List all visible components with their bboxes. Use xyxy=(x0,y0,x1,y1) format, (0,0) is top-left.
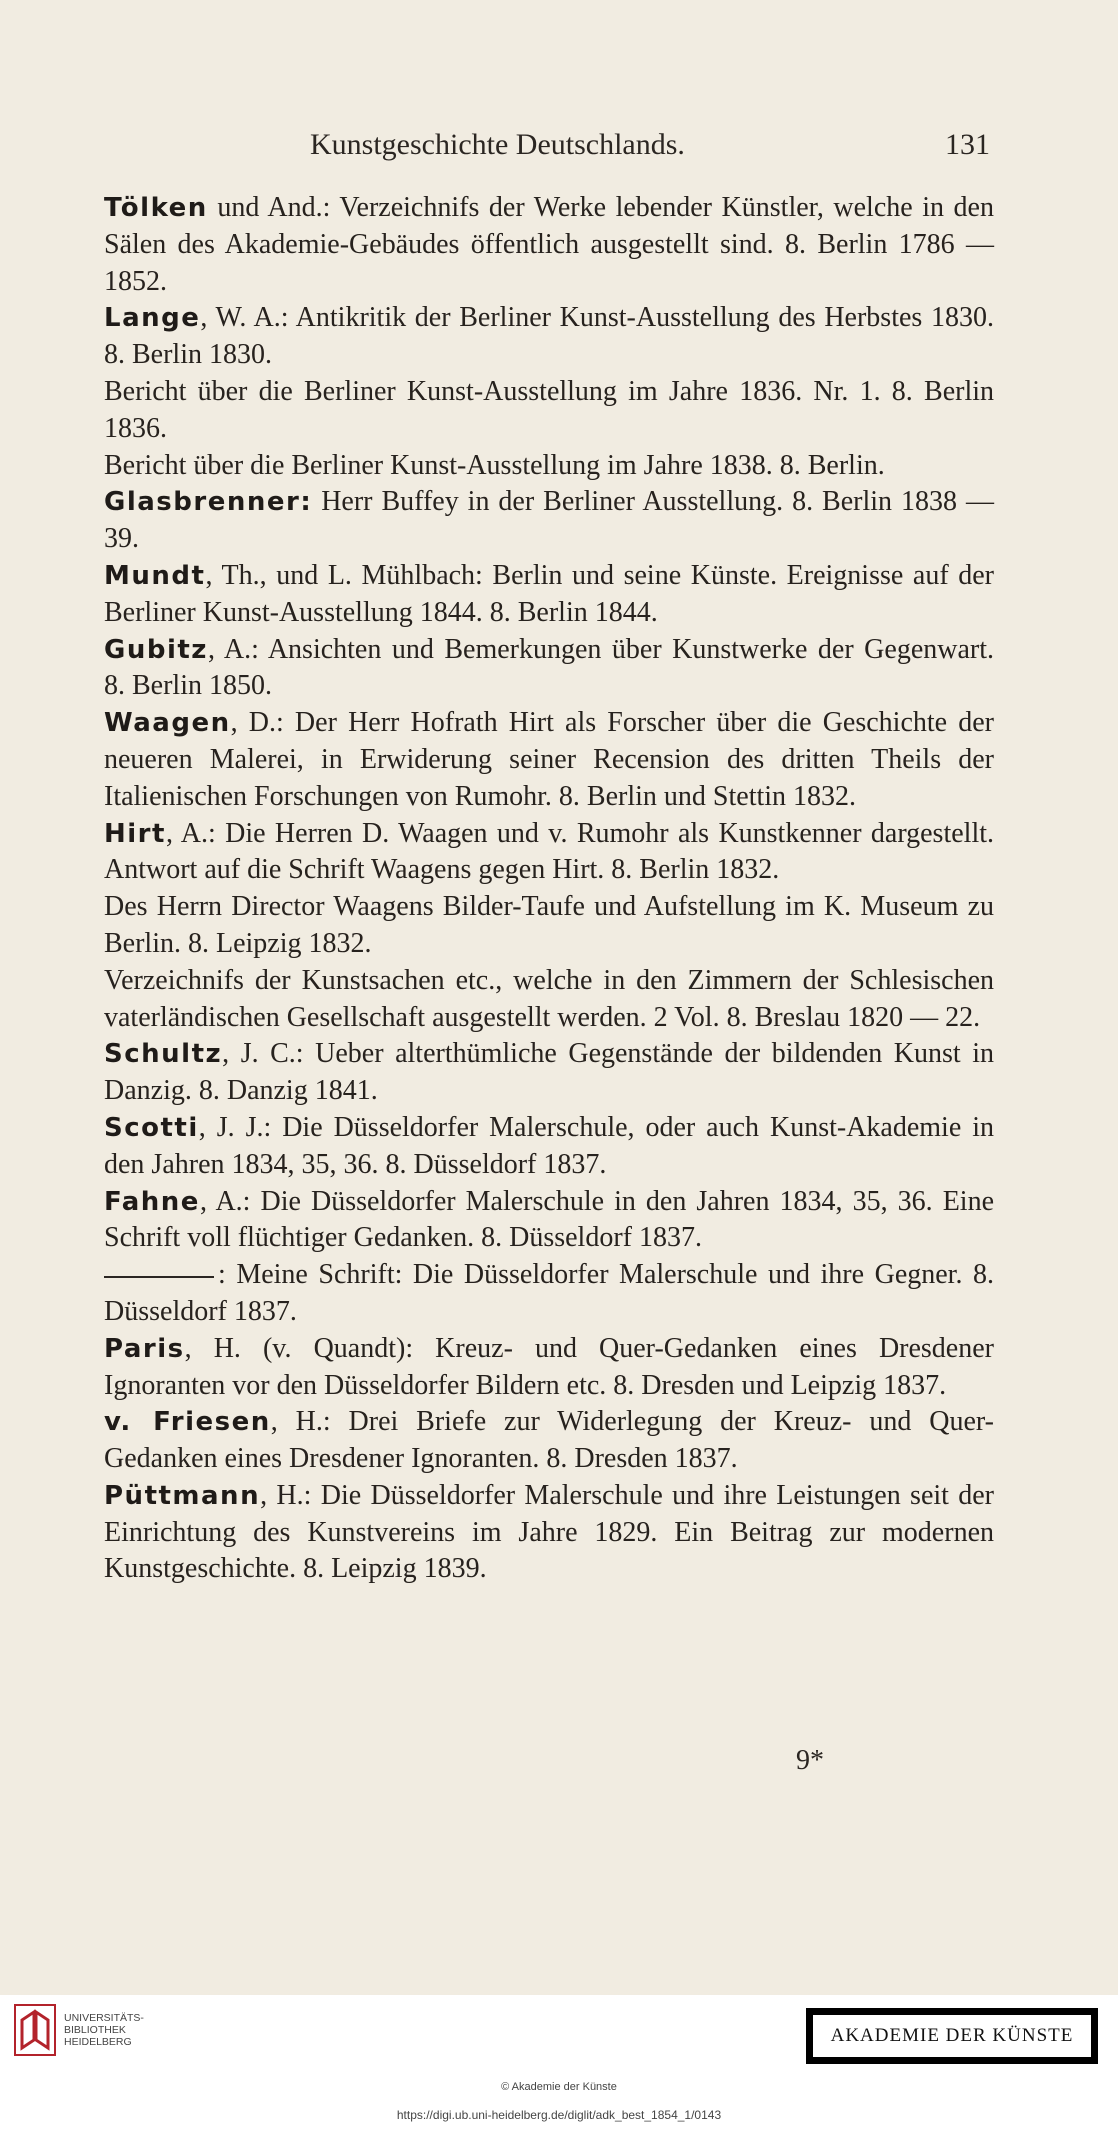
bibliography-entry xyxy=(104,484,994,558)
bibliography-entries xyxy=(104,190,994,1588)
bibliography-entry xyxy=(104,374,994,448)
entry-text: : Meine Schrift: Die Düsseldorfer Malerschule und ihre Gegner. 8. Düsseldorf 1837. xyxy=(104,1259,994,1327)
entry-author: Scotti xyxy=(104,1112,199,1143)
entry-text: , A.: Ansichten und Bemerkungen über Kunstwerke der Gegenwart. 8. Berlin 1850. xyxy=(104,633,994,702)
bibliography-entry xyxy=(104,1404,994,1478)
bibliography-entry xyxy=(104,558,994,632)
bibliography-entry xyxy=(104,1331,994,1405)
entry-text: , H.: Die Düsseldorfer Malerschule und ihre Leistungen seit der Einrichtung des Kunstvereins im Jahre 1829. Ein Beitrag zur modernen Kunstgeschichte. 8. Leipzig 1839. xyxy=(104,1479,994,1585)
entry-author: Glasbrenner: xyxy=(104,487,313,518)
bibliography-entry xyxy=(104,963,994,1037)
entry-text: Verzeichnifs der Kunstsachen etc., welche in den Zimmern der Schlesischen vaterländischen Gesellschaft ausgestellt werden. 2 Vol. 8. Breslau 1820 — 22. xyxy=(104,964,994,1033)
running-header xyxy=(310,124,990,164)
bibliography-entry xyxy=(104,1110,994,1184)
source-url[interactable]: https://digi.ub.uni-heidelberg.de/diglit/adk_best_1854_1/0143 xyxy=(396,2108,722,2122)
bibliography-entry xyxy=(104,300,994,374)
library-logo-text xyxy=(64,2012,144,2048)
signature-mark: 9* xyxy=(796,1745,824,1776)
bibliography-entry xyxy=(104,816,994,890)
bibliography-entry xyxy=(104,632,994,706)
bibliography-entry xyxy=(104,1036,994,1110)
bibliography-entry xyxy=(104,889,994,963)
entry-author: Paris xyxy=(104,1333,185,1364)
entry-author: Hirt xyxy=(104,818,166,849)
entry-author: Mundt xyxy=(104,560,206,591)
ditto-dash xyxy=(104,1276,214,1278)
entry-text: , A.: Die Herren D. Waagen und v. Rumohr als Kunstkenner dargestellt. Antwort auf die Schrift Waagens gegen Hirt. 8. Berlin 1832. xyxy=(104,817,994,886)
entry-author: Tölken xyxy=(104,193,208,223)
entry-author: Gubitz xyxy=(104,634,208,665)
entry-text: Herr Buffey in der Berliner Ausstellung. 8. Berlin 1838 — 39. xyxy=(104,486,994,555)
entry-author: Schultz xyxy=(104,1039,223,1070)
akademie-badge-label: AKADEMIE DER KÜNSTE xyxy=(813,2015,1091,2057)
library-logo-icon xyxy=(14,2004,56,2056)
library-logo[interactable] xyxy=(14,2004,164,2054)
bibliography-entry xyxy=(104,1478,994,1588)
entry-author: v. Friesen xyxy=(104,1407,271,1438)
entry-author: Püttmann xyxy=(104,1480,261,1511)
bibliography-entry xyxy=(104,705,994,815)
entry-author: Fahne xyxy=(104,1186,200,1217)
bibliography-entry xyxy=(104,1257,994,1331)
entry-author: Waagen xyxy=(104,708,231,739)
entry-text: Des Herrn Director Waagens Bilder-Taufe und Aufstellung im K. Museum zu Berlin. 8. Leipzig 1832. xyxy=(104,891,994,959)
entry-text: , H. (v. Quandt): Kreuz- und Quer-Gedanken eines Dresdener Ignoranten vor den Düsseldorfer Bildern etc. 8. Dresden und Leipzig 1837. xyxy=(104,1332,994,1401)
logo-line-1: UNIVERSITÄTS- xyxy=(64,2012,144,2024)
entry-text: Bericht über die Berliner Kunst-Ausstellung im Jahre 1838. 8. Berlin. xyxy=(104,449,885,481)
page-number: 131 xyxy=(945,128,990,161)
entry-text: , A.: Die Düsseldorfer Malerschule in den Jahren 1834, 35, 36. Eine Schrift voll flüchtiger Gedanken. 8. Düsseldorf 1837. xyxy=(104,1185,994,1254)
entry-text: , D.: Der Herr Hofrath Hirt als Forscher über die Geschichte der neueren Malerei, in Erwiderung seiner Recension des dritten Theils der Italienischen Forschungen von Rumohr. 8. Berlin und Stettin 1832. xyxy=(104,707,994,812)
copyright-notice: © Akademie der Künste xyxy=(501,2081,617,2093)
bibliography-entry xyxy=(104,1184,994,1258)
entry-text: , W. A.: Antikritik der Berliner Kunst-Ausstellung des Herbstes 1830. 8. Berlin 1830. xyxy=(104,302,994,371)
entry-text: , J. C.: Ueber alterthümliche Gegenstände der bildenden Kunst in Danzig. 8. Danzig 1841. xyxy=(104,1038,994,1107)
entry-text: , H.: Drei Briefe zur Widerlegung der Kreuz- und Quer-Gedanken eines Dresdener Ignoranten. 8. Dresden 1837. xyxy=(104,1406,995,1475)
entry-author: Lange xyxy=(104,303,201,334)
entry-text: , J. J.: Die Düsseldorfer Malerschule, oder auch Kunst-Akademie in den Jahren 1834, 35, 36. 8. Düsseldorf 1837. xyxy=(104,1111,994,1180)
entry-text: Bericht über die Berliner Kunst-Ausstellung im Jahre 1836. Nr. 1. 8. Berlin 1836. xyxy=(104,375,994,444)
entry-text: , Th., und L. Mühlbach: Berlin und seine Künste. Ereignisse auf der Berliner Kunst-Ausstellung 1844. 8. Berlin 1844. xyxy=(104,559,994,628)
bibliography-entry xyxy=(104,190,994,300)
bibliography-entry xyxy=(104,448,994,485)
akademie-badge[interactable] xyxy=(806,2008,1098,2064)
logo-line-2: BIBLIOTHEK xyxy=(64,2024,126,2036)
entry-text: und And.: Verzeichnifs der Werke lebender Künstler, welche in den Sälen des Akademie-Gebäudes öffentlich ausgestellt sind. 8. Berlin 1786 — 1852. xyxy=(104,192,994,297)
running-title: Kunstgeschichte Deutschlands. xyxy=(310,128,685,161)
logo-line-3: HEIDELBERG xyxy=(64,2036,132,2048)
